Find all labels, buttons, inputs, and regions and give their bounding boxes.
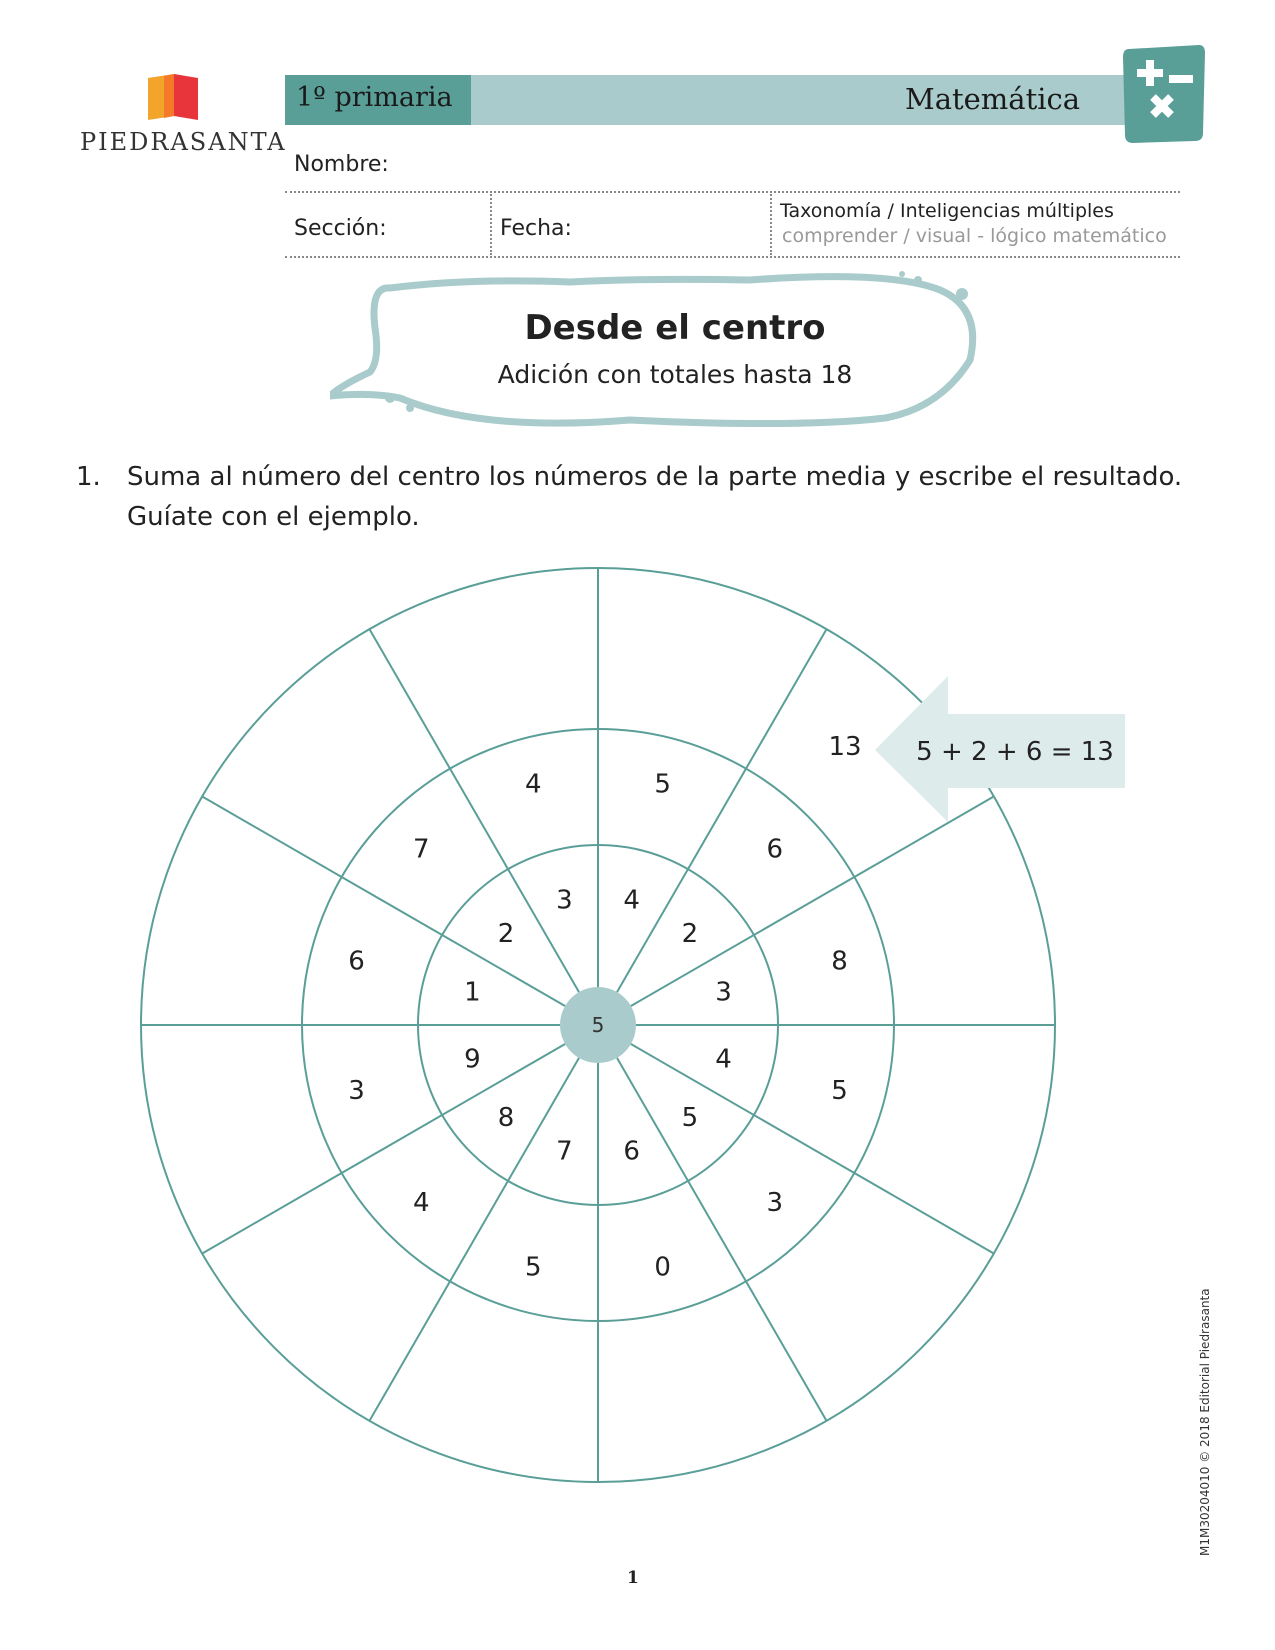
page-number: 1	[627, 1568, 639, 1588]
inner-number: 3	[556, 885, 573, 916]
middle-number: 8	[831, 946, 848, 977]
copyright-note: M1M30204010 © 2018 Editorial Piedrasanta	[1198, 1288, 1212, 1556]
inner-number: 9	[464, 1044, 481, 1075]
wheel-spoke	[370, 629, 580, 992]
inner-number: 4	[623, 885, 640, 916]
middle-number: 4	[412, 1187, 430, 1218]
inner-number: 4	[715, 1044, 732, 1075]
page-subtitle: Adición con totales hasta 18	[497, 360, 853, 389]
inner-number: 7	[556, 1136, 573, 1167]
wheel-spoke	[631, 797, 994, 1007]
subject-label: Matemática	[905, 82, 1081, 116]
brand-wordmark: PIEDRASANTA	[80, 128, 287, 156]
middle-number: 5	[654, 769, 671, 800]
inner-number: 6	[623, 1136, 640, 1167]
middle-number: 4	[525, 769, 542, 800]
middle-number: 3	[766, 1187, 784, 1218]
wheel-spoke	[202, 797, 565, 1007]
instruction-line-2: Guíate con el ejemplo.	[127, 502, 420, 532]
middle-number: 3	[348, 1075, 365, 1106]
example-equation: 5 + 2 + 6 = 13	[916, 737, 1114, 767]
middle-number: 0	[654, 1252, 671, 1283]
wheel-spoke	[631, 1044, 994, 1254]
page-title: Desde el centro	[524, 308, 826, 348]
outer-answer: 13	[828, 732, 862, 762]
instruction-line-1: Suma al número del centro los números de la parte media y escribe el resultado.	[127, 462, 1183, 492]
taxonomy-label: Taxonomía / Inteligencias múltiples	[780, 200, 1114, 222]
grade-label: 1º primaria	[296, 82, 453, 113]
wheel-spoke	[370, 1058, 580, 1421]
exercise-number: 1.	[76, 462, 101, 492]
inner-number: 5	[681, 1103, 699, 1134]
inner-number: 1	[464, 977, 481, 1008]
inner-number: 2	[497, 919, 515, 950]
section-field-label: Sección:	[294, 216, 387, 241]
middle-number: 6	[348, 946, 365, 977]
taxonomy-value: comprender / visual - lógico matemático	[782, 225, 1167, 247]
middle-number: 5	[525, 1252, 542, 1283]
wheel-spoke	[202, 1044, 565, 1254]
name-field-label: Nombre:	[294, 152, 389, 177]
inner-number: 8	[497, 1103, 515, 1134]
inner-number: 2	[681, 919, 699, 950]
middle-number: 7	[412, 834, 430, 865]
date-field-label: Fecha:	[500, 216, 572, 241]
middle-number: 6	[766, 834, 784, 865]
wheel-spoke	[617, 1058, 827, 1421]
wheel-center-number: 5	[591, 1013, 605, 1037]
inner-number: 3	[715, 977, 732, 1008]
wheel-spoke	[617, 629, 827, 992]
middle-number: 5	[831, 1075, 848, 1106]
